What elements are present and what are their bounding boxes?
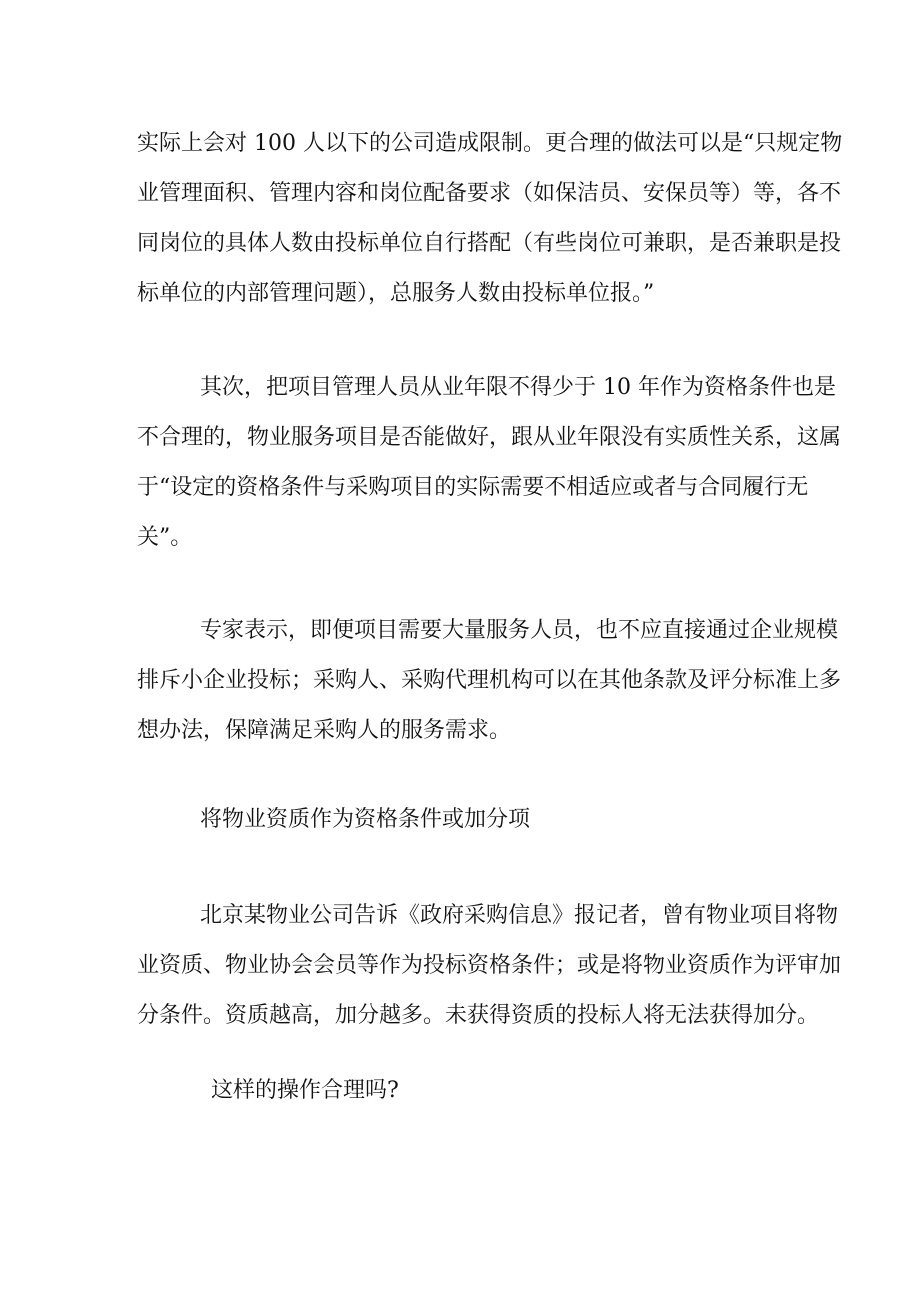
paragraph-4-line-1: 北京某物业公司告诉《政府采购信息》报记者，曾有物业项目将物: [200, 903, 839, 928]
paragraph-2-line-1: 其次，把项目管理人员从业年限不得少于 10 年作为资格条件也是: [200, 375, 836, 400]
paragraph-3-line-3: 想办法，保障满足采购人的服务需求。: [137, 718, 512, 743]
paragraph-1-line-1: 实际上会对 100 人以下的公司造成限制。更合理的做法可以是“只规定物: [137, 131, 843, 156]
paragraph-2-line-2: 不合理的，物业服务项目是否能做好，跟从业年限没有实质性关系，这属: [137, 425, 842, 450]
paragraph-4-line-2: 业资质、物业协会会员等作为投标资格条件；或是将物业资质作为评审加: [137, 953, 842, 978]
paragraph-2-line-3: 于“设定的资格条件与采购项目的实际需要不相适应或者与合同履行无: [137, 475, 809, 500]
paragraph-4-line-3: 分条件。资质越高，加分越多。未获得资质的投标人将无法获得加分。: [137, 1003, 820, 1028]
paragraph-1-line-4: 标单位的内部管理问题），总服务人数由投标单位报。”: [137, 281, 655, 306]
paragraph-1-line-2: 业管理面积、管理内容和岗位配备要求（如保洁员、安保员等）等，各不: [137, 181, 842, 206]
question-line: 这样的操作合理吗?: [211, 1078, 399, 1103]
paragraph-1-line-3: 同岗位的具体人数由投标单位自行搭配（有些岗位可兼职，是否兼职是投: [137, 231, 842, 256]
paragraph-2-line-4: 关”。: [137, 525, 193, 550]
paragraph-3-line-2: 排斥小企业投标；采购人、采购代理机构可以在其他条款及评分标准上多: [137, 668, 842, 693]
paragraph-3-line-1: 专家表示，即便项目需要大量服务人员，也不应直接通过企业规模: [200, 618, 839, 643]
section-heading: 将物业资质作为资格条件或加分项: [200, 807, 531, 832]
